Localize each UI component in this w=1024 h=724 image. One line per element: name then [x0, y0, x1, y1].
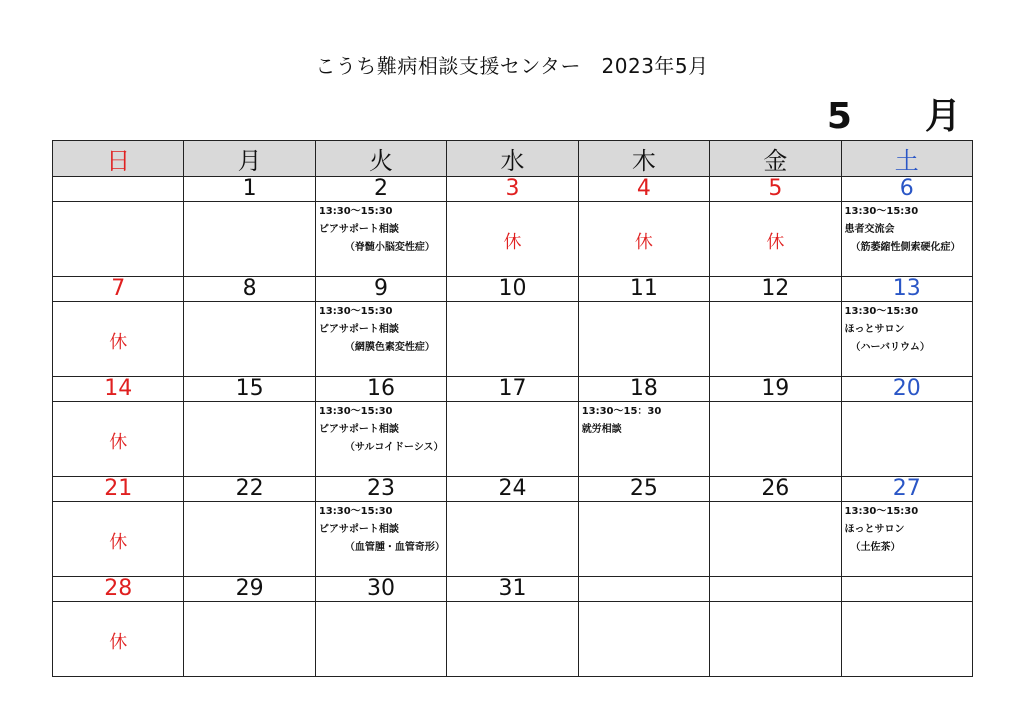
event-info — [842, 202, 972, 257]
event-time: 13:30～15:30 — [318, 306, 393, 317]
date-cell: 13 — [841, 277, 972, 302]
weekday-thu: 木 — [578, 141, 709, 177]
day-content-cell — [53, 602, 184, 677]
event-time: 13:30～15:30 — [318, 206, 393, 217]
day-content-cell — [447, 502, 578, 577]
content-row — [53, 502, 973, 577]
date-cell: 18 — [578, 377, 709, 402]
event-info — [579, 402, 709, 439]
event-info — [316, 502, 446, 557]
event-title: ほっとサロン — [844, 524, 905, 535]
day-content-cell — [53, 302, 184, 377]
date-row — [53, 377, 973, 402]
day-content-cell — [841, 502, 972, 577]
closed-label: 休 — [503, 232, 522, 253]
closed-label: 休 — [109, 432, 128, 453]
date-cell: 1 — [184, 177, 315, 202]
closed-label: 休 — [109, 632, 128, 653]
day-content-cell — [184, 502, 315, 577]
event-info — [316, 302, 446, 357]
day-content-cell — [578, 602, 709, 677]
date-cell: 16 — [315, 377, 446, 402]
closed-label: 休 — [634, 232, 653, 253]
date-cell: 28 — [53, 577, 184, 602]
day-content-cell — [447, 302, 578, 377]
date-cell: 4 — [578, 177, 709, 202]
date-cell: 22 — [184, 477, 315, 502]
closed-label: 休 — [109, 332, 128, 353]
weekday-tue: 火 — [315, 141, 446, 177]
event-detail: （ハーバリウム） — [850, 342, 930, 353]
event-time: 13:30～15:30 — [844, 206, 919, 217]
date-row — [53, 477, 973, 502]
date-cell: 29 — [184, 577, 315, 602]
event-info — [316, 202, 446, 257]
day-content-cell — [447, 402, 578, 477]
day-content-cell — [315, 302, 446, 377]
weekday-wed: 水 — [447, 141, 578, 177]
date-cell: 14 — [53, 377, 184, 402]
date-cell: 31 — [447, 577, 578, 602]
day-content-cell — [710, 302, 841, 377]
event-time: 13:30～15:30 — [318, 406, 393, 417]
date-cell: 2 — [315, 177, 446, 202]
day-content-cell — [578, 202, 709, 277]
date-cell: 5 — [710, 177, 841, 202]
weekday-sat: 土 — [841, 141, 972, 177]
day-content-cell — [841, 402, 972, 477]
day-content-cell — [578, 302, 709, 377]
date-cell: 19 — [710, 377, 841, 402]
day-content-cell — [578, 502, 709, 577]
date-cell: 30 — [315, 577, 446, 602]
date-cell: 9 — [315, 277, 446, 302]
event-title: ピアサポート相談 — [318, 224, 399, 235]
day-content-cell — [710, 202, 841, 277]
event-info — [842, 502, 972, 557]
closed-label: 休 — [766, 232, 785, 253]
event-title: ピアサポート相談 — [318, 324, 399, 335]
event-detail: （網膜色素変性症） — [344, 342, 435, 353]
event-info — [842, 302, 972, 357]
date-cell: 3 — [447, 177, 578, 202]
day-content-cell — [184, 302, 315, 377]
event-time: 13:30～15:30 — [318, 506, 393, 517]
date-cell: 21 — [53, 477, 184, 502]
event-info — [316, 402, 446, 457]
weekday-header-row — [53, 141, 973, 177]
content-row — [53, 202, 973, 277]
event-time: 13:30～15:30 — [844, 306, 919, 317]
date-cell: 7 — [53, 277, 184, 302]
event-title: ピアサポート相談 — [318, 424, 399, 435]
date-cell: 12 — [710, 277, 841, 302]
day-content-cell — [315, 602, 446, 677]
weekday-mon: 月 — [184, 141, 315, 177]
date-cell: 20 — [841, 377, 972, 402]
event-title: ピアサポート相談 — [318, 524, 399, 535]
event-detail: （血管腫・血管奇形） — [344, 542, 445, 553]
month-label: 月 — [924, 96, 962, 137]
date-cell: 8 — [184, 277, 315, 302]
date-cell: 10 — [447, 277, 578, 302]
date-row — [53, 577, 973, 602]
month-number: 5 — [826, 96, 853, 137]
date-cell: 25 — [578, 477, 709, 502]
date-cell: 17 — [447, 377, 578, 402]
day-content-cell — [841, 602, 972, 677]
date-cell: 23 — [315, 477, 446, 502]
date-cell: 15 — [184, 377, 315, 402]
date-cell — [578, 577, 709, 602]
day-content-cell — [184, 202, 315, 277]
date-row — [53, 177, 973, 202]
date-cell: 6 — [841, 177, 972, 202]
event-title: 就労相談 — [581, 424, 622, 435]
event-detail: （筋萎縮性側索硬化症） — [850, 242, 961, 253]
date-cell: 24 — [447, 477, 578, 502]
day-content-cell — [841, 202, 972, 277]
event-detail: （サルコイドーシス） — [344, 442, 444, 453]
day-content-cell — [315, 202, 446, 277]
date-cell — [841, 577, 972, 602]
month-heading — [827, 88, 962, 139]
content-row — [53, 402, 973, 477]
day-content-cell — [710, 402, 841, 477]
event-detail: （土佐茶） — [850, 542, 901, 553]
event-title: ほっとサロン — [844, 324, 905, 335]
content-row — [53, 602, 973, 677]
day-content-cell — [53, 202, 184, 277]
content-row — [53, 302, 973, 377]
date-cell: 11 — [578, 277, 709, 302]
day-content-cell — [53, 502, 184, 577]
weekday-fri: 金 — [710, 141, 841, 177]
event-time: 13:30～15:30 — [844, 506, 919, 517]
date-cell: 27 — [841, 477, 972, 502]
day-content-cell — [447, 202, 578, 277]
day-content-cell — [710, 602, 841, 677]
day-content-cell — [184, 402, 315, 477]
day-content-cell — [841, 302, 972, 377]
weekday-sun: 日 — [53, 141, 184, 177]
event-title: 患者交流会 — [844, 224, 895, 235]
day-content-cell — [315, 502, 446, 577]
day-content-cell — [184, 602, 315, 677]
event-detail: （脊髄小脳変性症） — [344, 242, 435, 253]
date-row — [53, 277, 973, 302]
date-cell: 26 — [710, 477, 841, 502]
day-content-cell — [53, 402, 184, 477]
day-content-cell — [447, 602, 578, 677]
date-cell — [53, 177, 184, 202]
day-content-cell — [578, 402, 709, 477]
date-cell — [710, 577, 841, 602]
page-title: こうち難病相談支援センター 2023年5月 — [315, 54, 709, 78]
day-content-cell — [710, 502, 841, 577]
day-content-cell — [315, 402, 446, 477]
calendar-table — [52, 140, 973, 677]
closed-label: 休 — [109, 532, 128, 553]
event-time: 13:30～15：30 — [581, 406, 662, 417]
